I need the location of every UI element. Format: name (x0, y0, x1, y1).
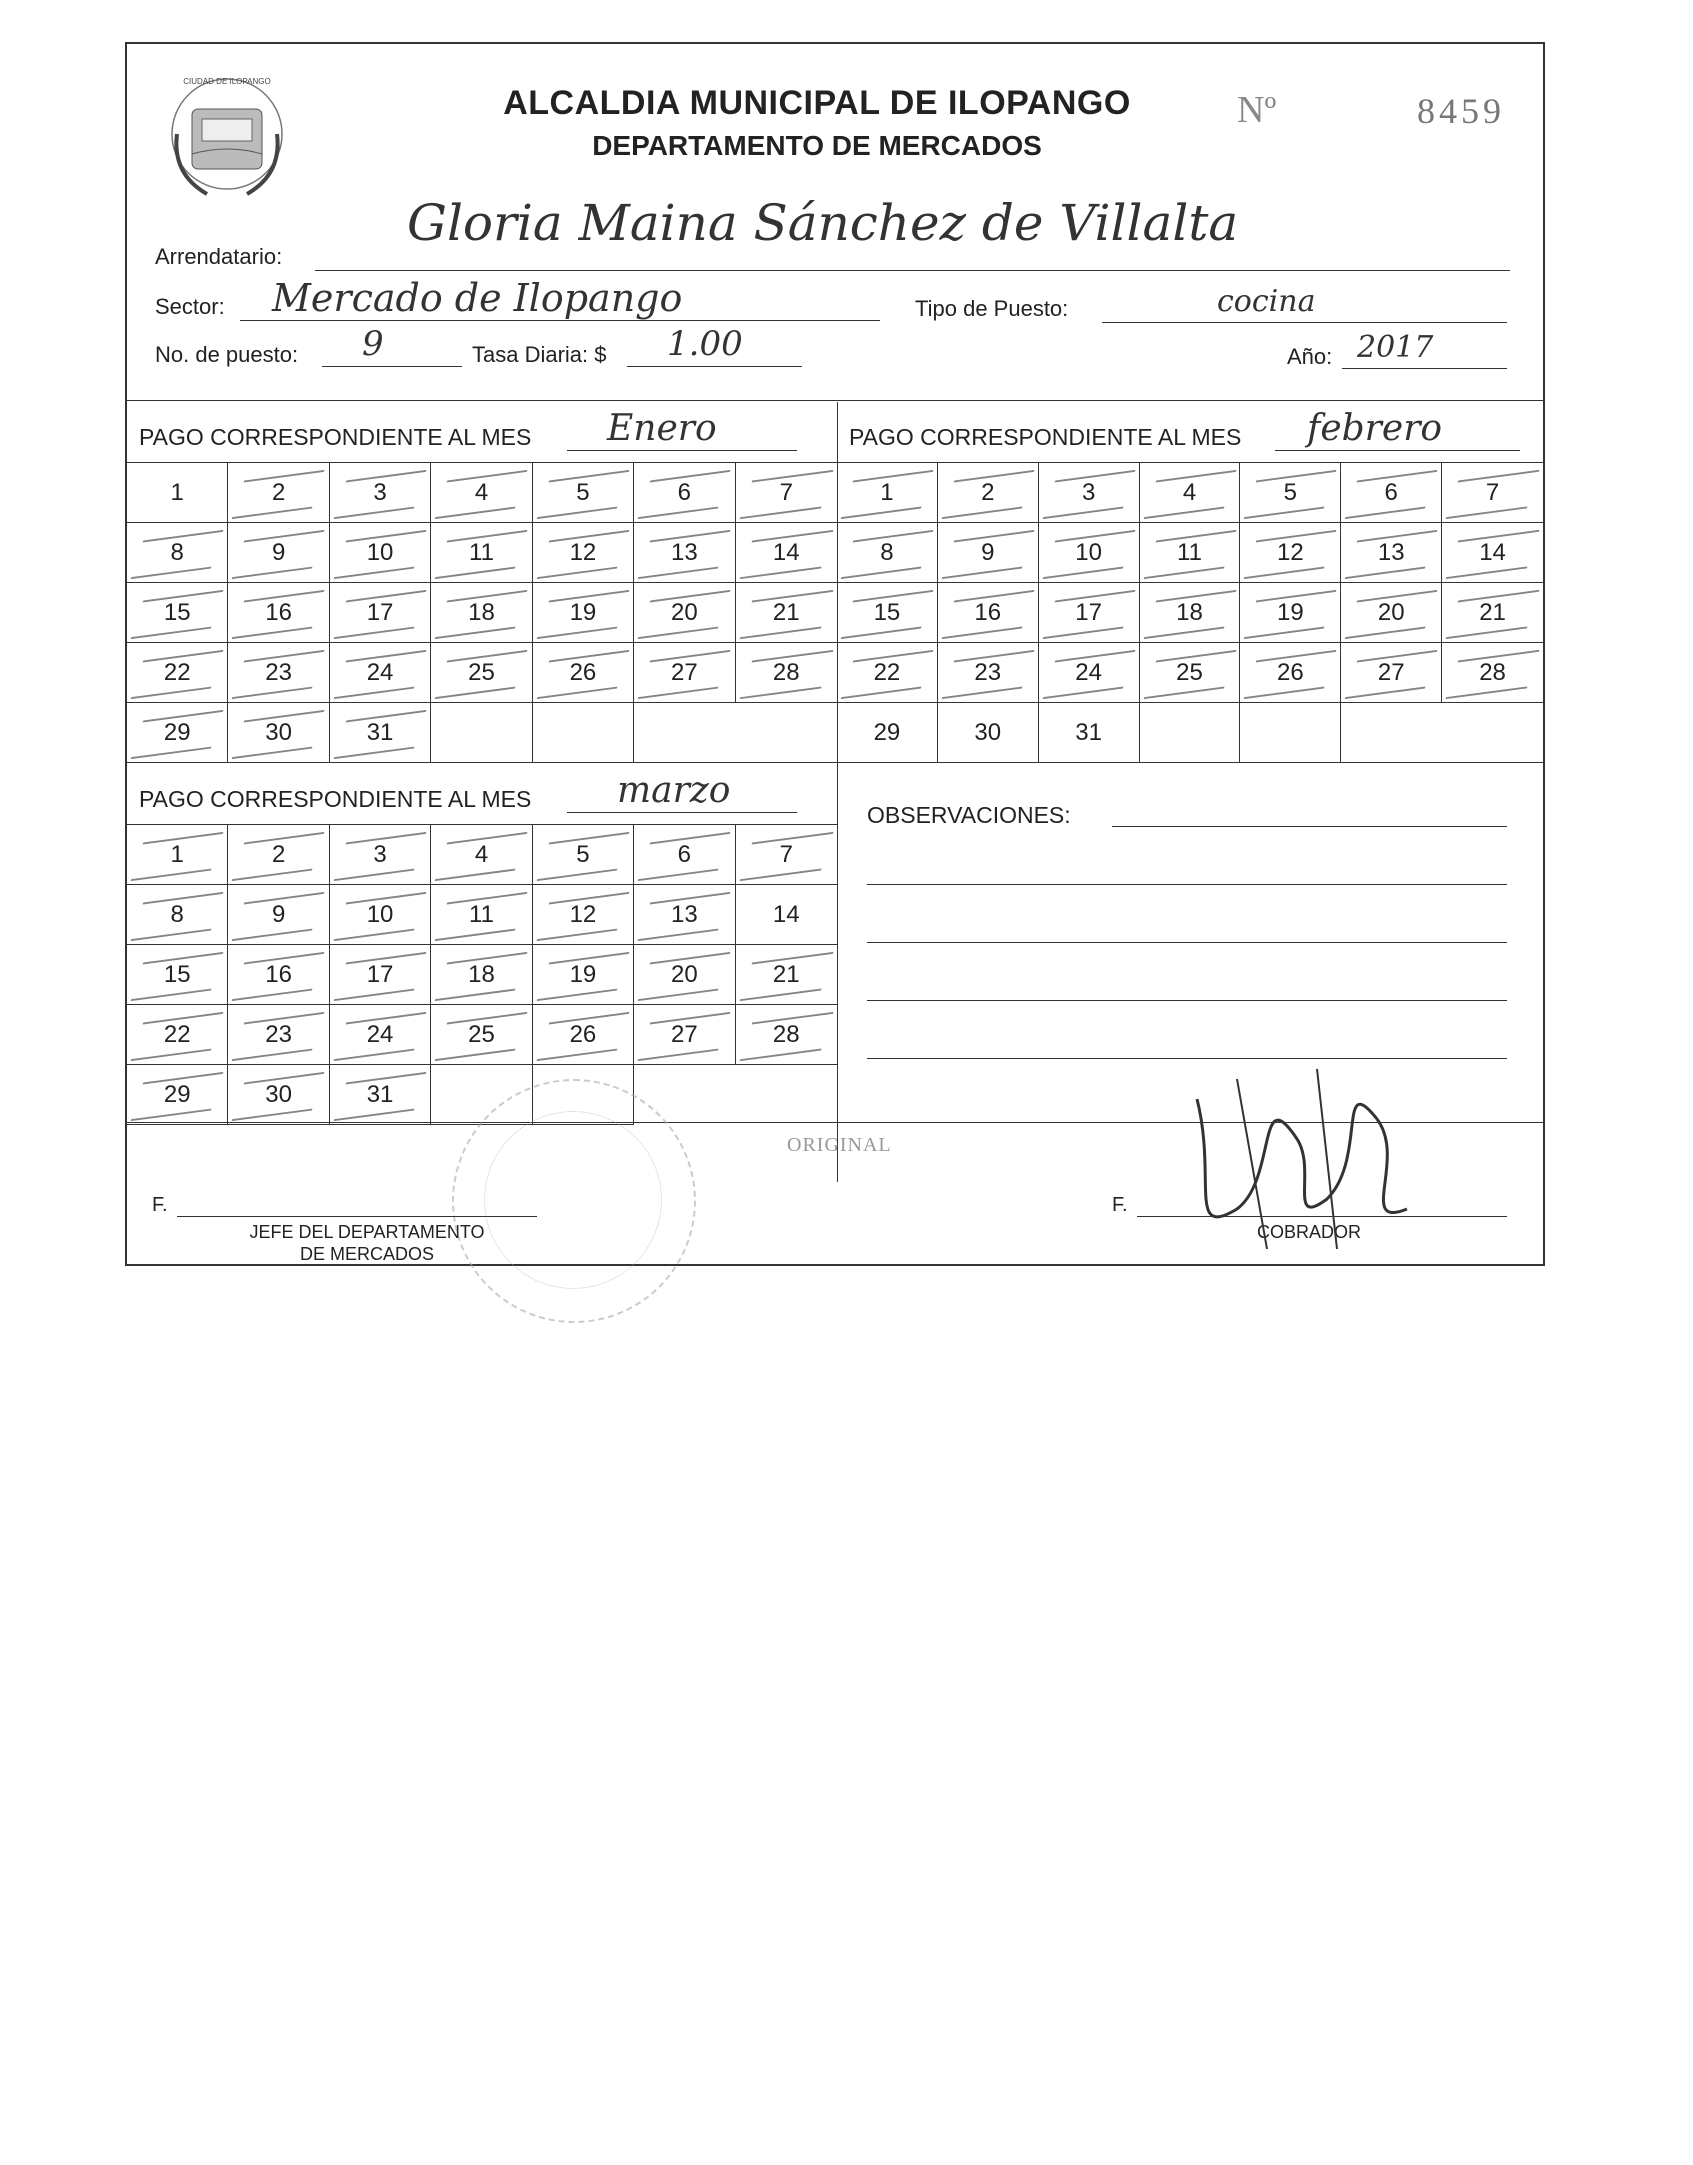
day-cell: 7 (736, 463, 837, 523)
sector-label: Sector: (155, 294, 225, 319)
day-cell: 5 (533, 825, 634, 885)
original-mark: ORIGINAL (787, 1134, 892, 1156)
day-cell: 29 (127, 1065, 228, 1125)
page-subtitle: DEPARTAMENTO DE MERCADOS (592, 130, 1042, 161)
ano-label: Año: (1287, 344, 1333, 369)
day-cell: 12 (533, 523, 634, 583)
month-line (567, 812, 797, 813)
day-cell: 8 (127, 885, 228, 945)
payment-form (125, 42, 1545, 1266)
day-cell: 28 (736, 643, 837, 703)
day-grid (127, 462, 837, 763)
seal-text: CIUDAD DE ILOPANGO (183, 77, 271, 86)
day-cell: 19 (1240, 583, 1341, 643)
day-cell: 14 (736, 885, 837, 945)
day-cell: 24 (330, 643, 431, 703)
tasa-value: 1.00 (667, 324, 743, 364)
tipo-value: cocina (1217, 284, 1316, 319)
day-cell: 15 (127, 583, 228, 643)
day-cell: 18 (1140, 583, 1241, 643)
day-cell: 2 (228, 825, 329, 885)
day-cell: 26 (533, 643, 634, 703)
day-cell: 21 (1442, 583, 1543, 643)
tipo-label: Tipo de Puesto: (915, 296, 1069, 321)
month-name: marzo (617, 770, 731, 811)
f-right-label: F. (1112, 1194, 1128, 1216)
day-cell: 1 (837, 463, 938, 523)
day-cell: 4 (431, 825, 532, 885)
day-cell: 16 (938, 583, 1039, 643)
tasa-label: Tasa Diaria: $ (472, 342, 607, 367)
day-grid (127, 824, 837, 1125)
day-cell: 16 (228, 583, 329, 643)
day-cell: 27 (1341, 643, 1442, 703)
day-cell: 12 (533, 885, 634, 945)
ano-value: 2017 (1357, 330, 1434, 365)
day-cell: 23 (228, 643, 329, 703)
day-cell: 11 (431, 885, 532, 945)
day-cell: 5 (533, 463, 634, 523)
day-cell: 9 (228, 885, 329, 945)
day-cell (533, 703, 634, 763)
day-cell: 19 (533, 583, 634, 643)
observaciones-line (867, 1000, 1507, 1001)
day-cell: 17 (330, 945, 431, 1005)
tipo-line (1102, 322, 1507, 323)
month-label: PAGO CORRESPONDIENTE AL MES (849, 424, 1242, 450)
sector-value: Mercado de Ilopango (272, 276, 683, 320)
month-marzo (127, 762, 837, 1122)
day-cell: 2 (228, 463, 329, 523)
day-cell: 23 (938, 643, 1039, 703)
day-cell: 14 (736, 523, 837, 583)
day-cell: 29 (837, 703, 938, 763)
day-cell: 26 (533, 1005, 634, 1065)
day-cell (1240, 703, 1341, 763)
jefe-label-1: JEFE DEL DEPARTAMENTO (249, 1222, 485, 1242)
day-cell: 1 (127, 825, 228, 885)
day-cell: 11 (1140, 523, 1241, 583)
jefe-label-2: DE MERCADOS (299, 1244, 434, 1264)
day-cell: 31 (330, 703, 431, 763)
day-cell: 30 (938, 703, 1039, 763)
day-cell: 4 (431, 463, 532, 523)
number-value: 8459 (1417, 91, 1505, 131)
puesto-line (322, 366, 462, 367)
month-name: febrero (1307, 408, 1443, 449)
day-cell: 13 (634, 885, 735, 945)
day-cell: 15 (127, 945, 228, 1005)
puesto-label: No. de puesto: (155, 342, 299, 367)
day-cell: 27 (634, 1005, 735, 1065)
day-cell: 10 (330, 885, 431, 945)
day-cell: 30 (228, 1065, 329, 1125)
day-cell: 31 (1039, 703, 1140, 763)
day-cell: 9 (938, 523, 1039, 583)
day-cell: 17 (330, 583, 431, 643)
puesto-value: 9 (362, 324, 384, 364)
day-cell: 7 (736, 825, 837, 885)
day-cell: 6 (634, 825, 735, 885)
observaciones-line (867, 942, 1507, 943)
day-cell: 10 (330, 523, 431, 583)
ano-line (1342, 368, 1507, 369)
day-cell: 28 (1442, 643, 1543, 703)
day-cell (431, 703, 532, 763)
day-cell: 23 (228, 1005, 329, 1065)
day-cell: 30 (228, 703, 329, 763)
arrendatario-value: Gloria Maina Sánchez de Villalta (407, 194, 1239, 252)
day-cell: 18 (431, 945, 532, 1005)
cobrador-label: COBRADOR (1257, 1222, 1362, 1242)
day-cell: 21 (736, 583, 837, 643)
day-cell: 25 (1140, 643, 1241, 703)
day-cell: 27 (634, 643, 735, 703)
day-grid (837, 462, 1543, 763)
arrendatario-line (315, 270, 1510, 271)
day-cell: 3 (330, 463, 431, 523)
day-cell: 26 (1240, 643, 1341, 703)
day-cell: 21 (736, 945, 837, 1005)
day-cell: 3 (1039, 463, 1140, 523)
day-cell: 3 (330, 825, 431, 885)
day-cell (1140, 703, 1241, 763)
signature-line-left (177, 1216, 537, 1217)
day-cell: 10 (1039, 523, 1140, 583)
day-cell: 4 (1140, 463, 1241, 523)
day-cell: 17 (1039, 583, 1140, 643)
day-cell: 12 (1240, 523, 1341, 583)
day-cell: 28 (736, 1005, 837, 1065)
day-cell: 7 (1442, 463, 1543, 523)
observaciones-line (867, 884, 1507, 885)
day-cell: 8 (837, 523, 938, 583)
day-cell: 24 (330, 1005, 431, 1065)
day-cell: 13 (1341, 523, 1442, 583)
tasa-line (627, 366, 802, 367)
day-cell: 22 (127, 643, 228, 703)
month-name: Enero (607, 408, 717, 449)
day-cell: 13 (634, 523, 735, 583)
observaciones-line (1112, 826, 1507, 827)
day-cell: 16 (228, 945, 329, 1005)
month-febrero (837, 400, 1543, 762)
day-cell: 18 (431, 583, 532, 643)
day-cell: 24 (1039, 643, 1140, 703)
day-cell: 31 (330, 1065, 431, 1125)
month-enero (127, 400, 837, 762)
month-line (1275, 450, 1520, 451)
number-label: Nº (1237, 89, 1277, 131)
day-cell: 14 (1442, 523, 1543, 583)
day-cell: 20 (1341, 583, 1442, 643)
day-cell: 9 (228, 523, 329, 583)
day-cell: 22 (837, 643, 938, 703)
observaciones-label: OBSERVACIONES: (867, 802, 1071, 828)
day-cell: 22 (127, 1005, 228, 1065)
municipal-seal-icon (167, 64, 287, 214)
arrendatario-label: Arrendatario: (155, 244, 283, 269)
day-cell: 19 (533, 945, 634, 1005)
day-cell: 1 (127, 463, 228, 523)
f-left-label: F. (152, 1194, 168, 1216)
page-title: ALCALDIA MUNICIPAL DE ILOPANGO (503, 84, 1131, 122)
day-cell: 2 (938, 463, 1039, 523)
month-label: PAGO CORRESPONDIENTE AL MES (139, 786, 532, 812)
day-cell: 6 (634, 463, 735, 523)
day-cell: 20 (634, 945, 735, 1005)
cobrador-signature-icon (1177, 1059, 1437, 1259)
day-cell: 11 (431, 523, 532, 583)
day-cell: 15 (837, 583, 938, 643)
month-label: PAGO CORRESPONDIENTE AL MES (139, 424, 532, 450)
sector-line (240, 320, 880, 321)
day-cell: 6 (1341, 463, 1442, 523)
day-cell: 29 (127, 703, 228, 763)
day-cell: 8 (127, 523, 228, 583)
month-line (567, 450, 797, 451)
day-cell: 25 (431, 1005, 532, 1065)
official-stamp-icon (452, 1079, 696, 1323)
day-cell: 20 (634, 583, 735, 643)
day-cell: 5 (1240, 463, 1341, 523)
day-cell: 25 (431, 643, 532, 703)
